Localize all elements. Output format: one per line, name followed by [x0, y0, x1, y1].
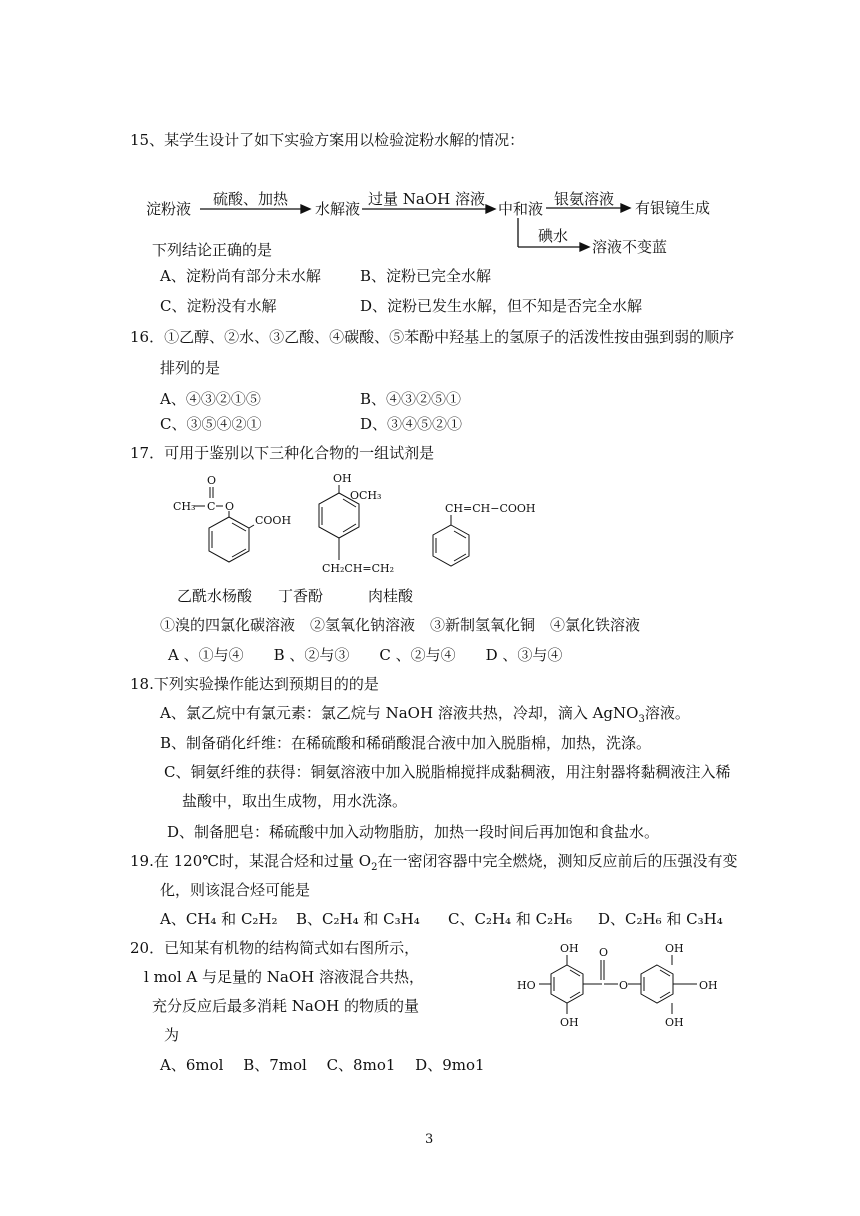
s1-ester-o: O	[225, 500, 235, 513]
q19-stem-line1: 19.在 120℃时，某混合烃和过量 $O_2$在一密闭容器中完全燃烧，测知反应前后的压强没有变	[130, 852, 738, 873]
q18-option-b: B、制备硝化纤维：在稀硫酸和稀硝酸混合液中加入脱脂棉，加热，洗涤。	[160, 734, 652, 752]
q20-stem-line2: l mol A 与足量的 NaOH 溶液混合共热，	[144, 968, 424, 986]
q18-option-c-line1: C、铜氨纤维的获得：铜氨溶液中加入脱脂棉搅拌成黏稠液，用注射器将黏稠液注入稀	[164, 763, 731, 781]
q15-option-d: D、淀粉已发生水解，但不知是否完全水解	[360, 297, 643, 315]
q17-reagents: ①溴的四氯化碳溶液 ②氢氧化钠溶液 ③新制氢氧化铜 ④氯化铁溶液	[160, 616, 641, 634]
s1-ch3: CH₃	[173, 500, 196, 513]
q16-stem-line1: 16．①乙醇、②水、③乙酸、④碳酸、⑤苯酚中羟基上的氢原子的活泼性按由强到弱的顺序	[130, 328, 735, 346]
q20-oh-right: OH	[699, 979, 718, 992]
s1-cooh: COOH	[255, 514, 292, 527]
flow-arrow4-label: 碘水	[538, 227, 569, 245]
q20-options: A、6mol B、7mol C、8mo1 D、9mo1	[160, 1056, 485, 1074]
s3-chain: CH=CH−COOH	[445, 502, 536, 515]
q20-stem-line4: 为	[164, 1026, 180, 1044]
q20-oh-bottom-right: OH	[665, 1016, 684, 1029]
s2-oh: OH	[333, 472, 352, 485]
flow-end2: 溶液不变蓝	[592, 238, 668, 256]
q16-stem-line2: 排列的是	[160, 359, 221, 377]
q18-option-c-line2: 盐酸中，取出生成物，用水洗涤。	[182, 792, 408, 810]
flow-end1: 有银镜生成	[635, 199, 711, 217]
q19-stem-line2: 化，则该混合烃可能是	[160, 881, 311, 899]
q17-options: A 、①与④ B 、②与③ C 、②与④ D 、③与④	[168, 646, 563, 664]
q18-option-d: D、制备肥皂：稀硫酸中加入动物脂肪，加热一段时间后再加饱和食盐水。	[167, 823, 660, 841]
q17-stem: 17．可用于鉴别以下三种化合物的一组试剂是	[130, 444, 435, 462]
q20-oh-top-left: OH	[560, 942, 579, 955]
q20-oh-bottom-left: OH	[560, 1016, 579, 1029]
flow-arrow3-label: 银氨溶液	[554, 190, 615, 208]
q20-stem-line3: 充分反应后最多消耗 NaOH 的物质的量	[152, 997, 419, 1015]
q15-stem: 15、某学生设计了如下实验方案用以检验淀粉水解的情况：	[130, 131, 525, 149]
q16-option-a: A、④③②①⑤	[160, 390, 261, 408]
q20-ho-left: HO	[517, 979, 536, 992]
q15-prompt: 下列结论正确的是	[152, 241, 273, 259]
q17-name-2: 丁香酚	[278, 587, 324, 605]
s1-carbonyl-o: O	[207, 474, 217, 487]
q17-structures	[165, 470, 545, 580]
flow-mid2: 中和液	[498, 200, 544, 218]
q16-option-b: B、④③②⑤①	[360, 390, 462, 408]
page-number: 3	[425, 1132, 434, 1147]
q20-stem-line1: 20．已知某有机物的结构简式如右图所示，	[130, 939, 420, 957]
q18-stem: 18.下列实验操作能达到预期目的的是	[130, 675, 379, 693]
q20-structure	[515, 938, 725, 1033]
flow-arrow1-label: 硫酸、加热	[213, 190, 289, 208]
s1-carbonyl-c: C	[207, 500, 216, 513]
flow-mid1: 水解液	[315, 200, 361, 218]
s2-allyl: CH₂CH=CH₂	[322, 562, 395, 575]
q19-option-c: C、C₂H₄ 和 C₂H₆	[448, 910, 573, 928]
flow-arrow2-label: 过量 NaOH 溶液	[368, 190, 485, 208]
s2-och3: OCH₃	[350, 489, 382, 502]
q17-name-3: 肉桂酸	[368, 587, 414, 605]
q20-ester-o: O	[619, 979, 629, 992]
q15-option-c: C、淀粉没有水解	[160, 297, 277, 315]
q20-oh-top-right: OH	[665, 942, 684, 955]
q17-name-1: 乙酰水杨酸	[177, 587, 253, 605]
q15-option-a: A、淀粉尚有部分未水解	[160, 267, 321, 285]
flow-start: 淀粉液	[146, 200, 192, 218]
q19-option-a: A、CH₄ 和 C₂H₂	[160, 910, 278, 928]
q16-option-d: D、③④⑤②①	[360, 415, 463, 433]
q15-option-b: B、淀粉已完全水解	[360, 267, 492, 285]
q19-option-b: B、C₂H₄ 和 C₃H₄	[296, 910, 420, 928]
q20-carbonyl-o: O	[599, 946, 609, 959]
q19-option-d: D、C₂H₆ 和 C₃H₄	[598, 910, 723, 928]
q18-option-a: A、氯乙烷中有氯元素：氯乙烷与 NaOH 溶液共热，冷却，滴入 AgNO$_3$溶液。	[160, 704, 690, 725]
q16-option-c: C、③⑤④②①	[160, 415, 262, 433]
